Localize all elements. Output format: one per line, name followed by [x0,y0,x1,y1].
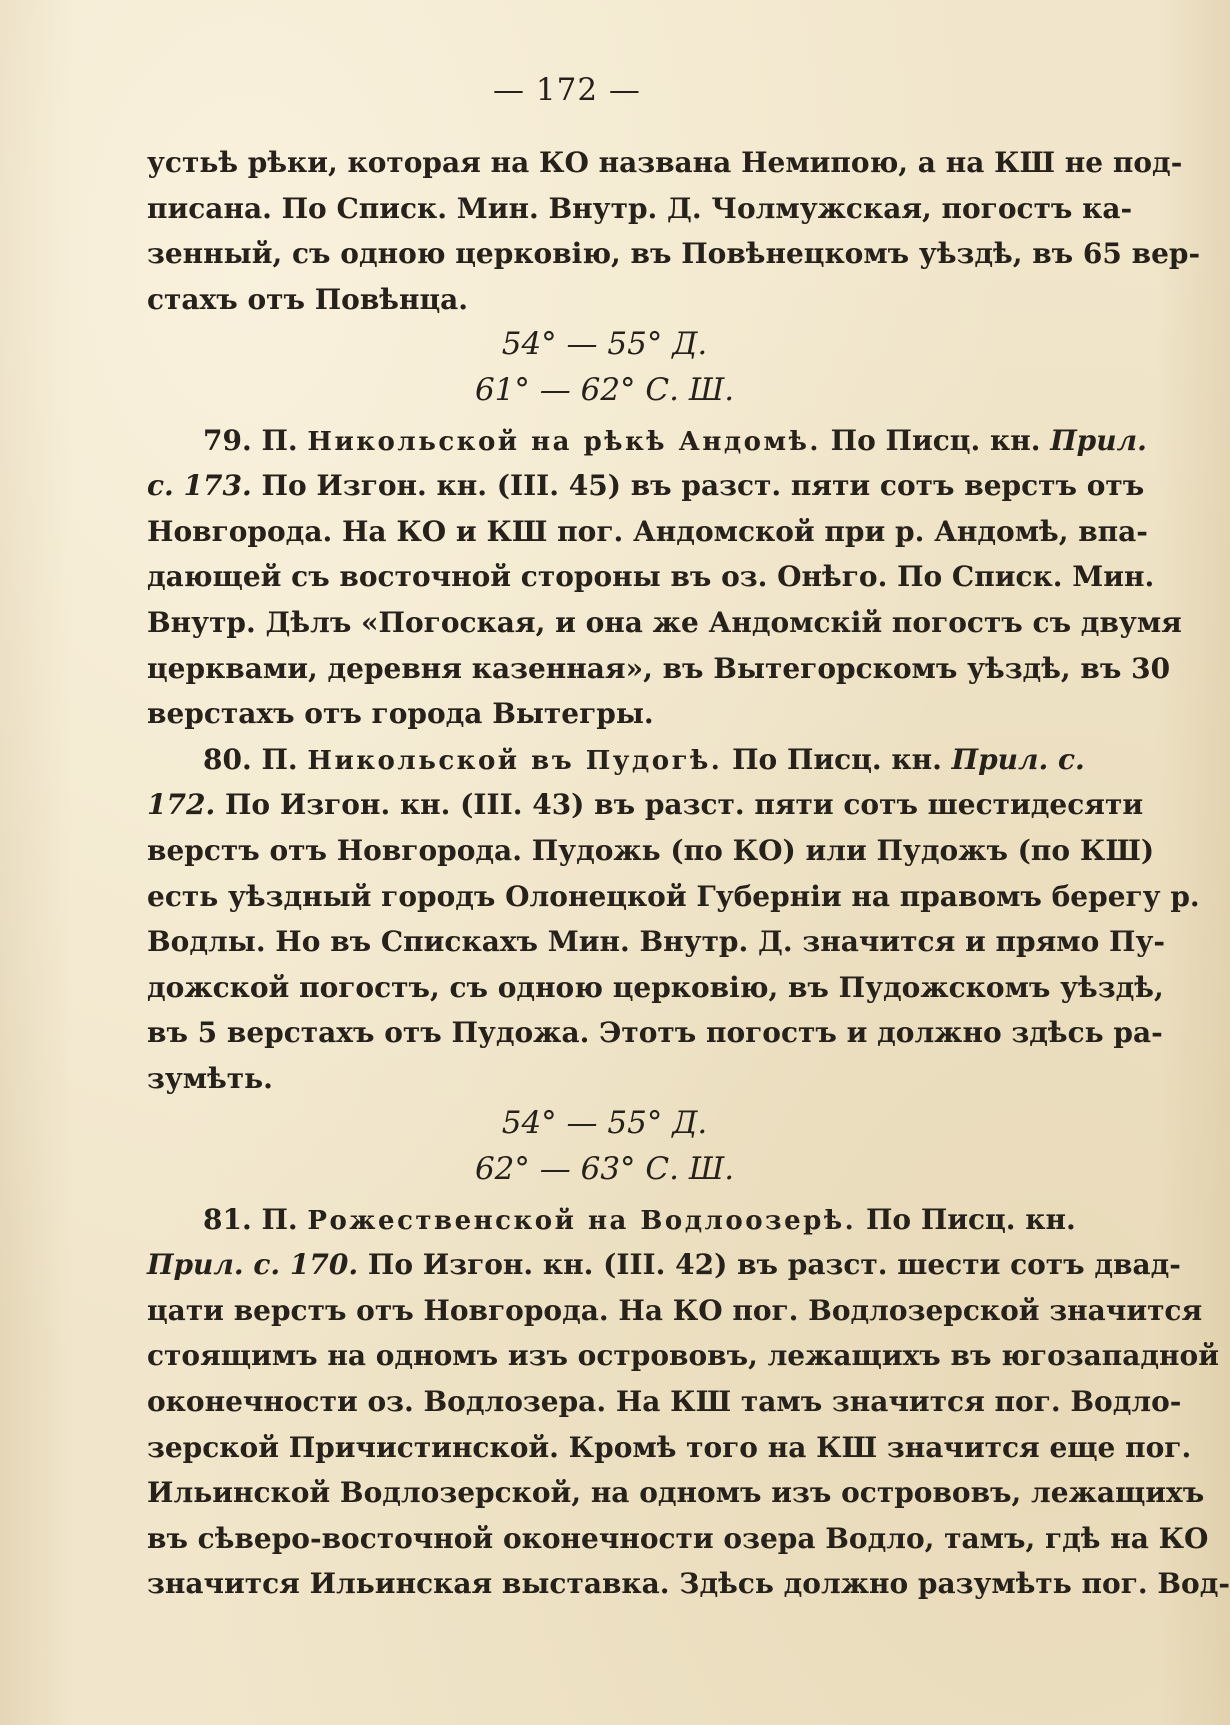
entry-81-heading-line [147,1197,1076,1243]
text-line: зерской Причистинской. Кромѣ того на КШ значится еще пог. [147,1430,1192,1464]
text-fragment: По Писц. кн. [856,1202,1076,1236]
text-line: писана. По Списк. Мин. Внутр. Д. Чолмужская, погостъ ка- [147,191,1133,225]
longitude-range: 54° — 55° Д. [501,326,708,363]
latitude-range: 61° — 62° С. Ш. [474,371,735,408]
entry-name: Рожественской на Водлоозерѣ. [307,1205,857,1236]
text-line: верстахъ отъ города Вытегры. [147,697,654,731]
page-number: — 172 — [493,72,641,108]
entry-number: 80. П. [203,742,298,776]
entry-number: 81. П. [203,1202,298,1236]
entry-80-heading-line [147,737,1085,783]
text-line: Новгорода. На КО и КШ пог. Андомской при р. Андомѣ, впа- [147,514,1148,548]
text-line: Водлы. Но въ Спискахъ Мин. Внутр. Д. значится и прямо Пу- [147,925,1166,959]
text-fragment: По Изгон. кн. (III. 45) въ разст. пяти сотъ верстъ отъ [251,469,1145,503]
text-line: стахъ отъ Повѣнца. [147,282,469,316]
page-text [147,140,1230,1607]
latitude-range: 62° — 63° С. Ш. [474,1151,735,1188]
text-line: оконечности оз. Водлозера. На КШ тамъ значится пог. Водло- [147,1385,1182,1419]
text-line: въ сѣверо-восточной оконечности озера Водло, тамъ, гдѣ на КО [147,1521,1209,1555]
text-line: церквами, деревня казенная», въ Вытегорскомъ уѣздѣ, въ 30 [147,651,1171,685]
appendix-reference: 172. [147,788,216,822]
text-line [147,1242,1181,1288]
text-line [147,782,1144,828]
text-line: Ильинской Водлозерской, на одномъ изъ острововъ, лежащихъ [147,1476,1205,1510]
longitude-range: 54° — 55° Д. [501,1105,708,1142]
text-line [147,463,1145,509]
text-line: стоящимъ на одномъ изъ острововъ, лежащихъ въ югозападной [147,1339,1219,1373]
text-line: въ 5 верстахъ отъ Пудожа. Этотъ погостъ и должно здѣсь ра- [147,1016,1163,1050]
text-line: зумѣть. [147,1061,273,1095]
text-line: зенный, съ одною церковію, въ Повѣнецкомъ уѣздѣ, въ 65 вер- [147,237,1201,271]
text-line: Внутр. Дѣлъ «Погоская, и она же Андомскій погостъ съ двумя [147,605,1182,639]
appendix-reference: Прил. [1050,423,1147,457]
text-fragment: По Изгон. кн. (III. 43) въ разст. пяти сотъ шестидесяти [215,788,1144,822]
text-line: верстъ отъ Новгорода. Пудожь (по КО) или Пудожъ (по КШ) [147,833,1155,867]
entry-name: Никольской въ Пудогѣ. [307,745,723,776]
appendix-reference: Прил. с. [951,742,1085,776]
entry-79-heading-line [147,418,1147,464]
text-line: есть уѣздный городъ Олонецкой Губерніи на правомъ берегу р. [147,879,1200,913]
text-fragment: По Писц. кн. [820,423,1051,457]
entry-name: Никольской на рѣкѣ Андомѣ. [307,426,821,457]
text-line: устьѣ рѣки, которая на КО названа Немипою, а на КШ не под- [147,146,1183,179]
text-line: дающей съ восточной стороны въ оз. Онѣго. По Списк. Мин. [147,560,1155,594]
appendix-reference: Прил. с. 170. [147,1248,359,1282]
text-fragment: По Писц. кн. [722,742,952,776]
text-fragment: По Изгон. кн. (III. 42) въ разст. шести сотъ двад- [358,1248,1181,1282]
text-line: дожской погостъ, съ одною церковію, въ Пудожскомъ уѣздѣ, [147,970,1164,1004]
text-line: цати верстъ отъ Новгорода. На КО пог. Водлозерской значится [147,1293,1203,1327]
appendix-reference: с. 173. [147,469,252,503]
text-line: значится Ильинская выставка. Здѣсь должно разумѣть пог. Вод- [147,1567,1230,1601]
entry-number: 79. П. [203,423,298,457]
